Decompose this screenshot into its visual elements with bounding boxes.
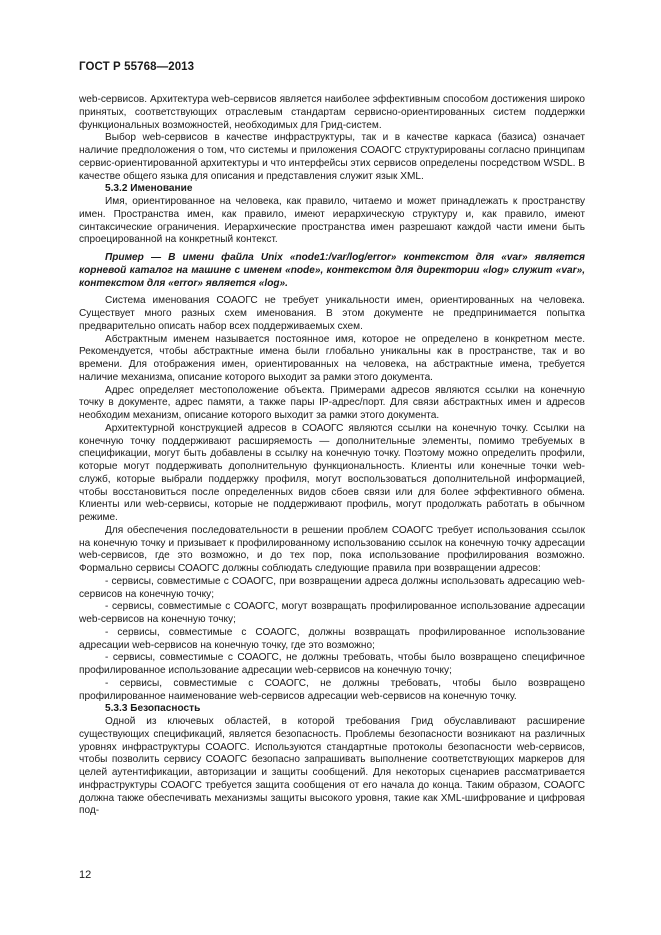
paragraph: Адрес определяет местоположение объекта. Примерами адресов являются ссылки на конечную точку в документе, адрес памяти, а также пары IP-адрес/порт. Для связи абстрактных имен и адресов необходим механизм, описание которого выходит за рамки этого документа. [79,384,585,421]
section-heading-5-3-3: 5.3.3 Безопасность [105,703,201,715]
list-item: - сервисы, совместимые с СОАОГС, должны возвращать профилированное использование адресации web-сервисов на конечную точку, где это возможно; [79,626,585,651]
paragraph: web-сервисов. Архитектура web-сервисов является наиболее эффективным способом достижения широко принятых, соответствующих отраслевым стандартам сервисно-ориентированных систем поддержки функциональных возможностей, необходимых для Грид-систем. [79,94,585,131]
list-item: - сервисы, совместимые с СОАОГС, могут возвращать профилированное использование адресации web-сервисов на конечную точку; [79,601,585,625]
paragraph: Абстрактным именем называется постоянное имя, которое не определено в конкретном месте. Рекомендуется, чтобы абстрактные имена были глобально уникальны как в пространстве, так и во времени. Для отображения имен, ориентированных на человека, на абстрактные имена, требуется наличие механизма, описание которого выходит за рамки этого документа. [79,333,585,383]
paragraph: Архитектурной конструкцией адресов в СОАОГС являются ссылки на конечную точку. Ссылки на конечную точку поддерживают расширяемость — дополнительные элементы, помимо требуемых в спецификации, могут быть добавлены в ссылку на конечную точку. Поэтому можно определить профили, которые могут поддерживать дополнительную функциональность. Клиенты или конечные точки web-служб, которые выбрали поддержку профиля, могут воспользоваться дополнительной информацией, чтобы восстановиться после определенных видов сбоев связи или для более эффективного обмена. Клиенты или web-сервисы, которые не поддерживают профиль, могут продолжать работать в обычном режиме. [79,422,585,523]
list-item: - сервисы, совместимые с СОАОГС, при возвращении адреса должны использовать адресацию web-сервисов на конечную точку; [79,575,585,600]
list-item: - сервисы, совместимые с СОАОГС, не должны требовать, чтобы было возвращено профилированное наименование web-сервисов адресации web-сервисов на конечную точку. [79,677,585,702]
example-note: Пример — В имени файла Unix «node1:/var/log/error» контекстом для «var» является корневой каталог на машине с именем «node», контекстом для директории «log» служит «var», контекстом для «error» является «log». [79,252,585,289]
section-heading-5-3-2: 5.3.2 Именование [105,183,193,195]
page-number: 12 [79,869,92,881]
paragraph: Для обеспечения последовательности в решении проблем СОАОГС требует использования ссылок на конечную точку и призывает к профилированному использованию ссылок на конечную точку адресации web-сервисов, где это возможно, и до тех пор, пока использование профилирования возможно. Формально сервисы СОАОГС должны соблюдать следующие правила при возвращении адресов: [79,524,585,574]
paragraph: Имя, ориентированное на человека, как правило, читаемо и может принадлежать к пространству имен. Пространства имен, как правило, имеют иерархическую структуру и, как правило, имеют синтаксические ограничения. Иерархические пространства имен разрешают каждой части имени быть спроецированной на конкретный контекст. [79,196,585,246]
list-item: - сервисы, совместимые с СОАОГС, не должны требовать, чтобы было возвращено специфичное профилированное использование адресации web-сервисов на конечную точку; [79,652,585,676]
paragraph: Выбор web-сервисов в качестве инфраструктуры, так и в качестве каркаса (базиса) означает наличие предположения о том, что системы и приложения СОАОГС структурированы согласно принципам сервис-ориентированной архитектуры и что интерфейсы этих сервисов определены посредством WSDL. В качестве общего языка для описания и представления служит язык XML. [79,132,585,182]
document-header: ГОСТ Р 55768—2013 [79,61,195,73]
paragraph: Система именования СОАОГС не требует уникальности имен, ориентированных на человека. Существует много разных схем именования. В этом документе не предпринимается попытка предварительно описать набор всех поддерживаемых схем. [79,295,585,332]
paragraph: Одной из ключевых областей, в которой требования Грид обуславливают расширение существующих спецификаций, является безопасность. Проблемы безопасности возникают на различных уровнях инфраструктуры СОАОГС. Используются стандартные протоколы безопасности web-сервисов, чтобы позволить сервису СОАОГС безопасно запрашивать выполнение соответствующих маркеров для целей аутентификации, авторизации и защиты сообщений. Для некоторых сценариев рассматривается инфраструктуры СОАОГС требуется защита сообщения от его начала до конца. Таким образом, СОАОГС должна также обеспечивать механизмы защиты высокого уровня, такие как XML-шифрование и цифровая под- [79,716,585,817]
document-body [79,94,585,818]
